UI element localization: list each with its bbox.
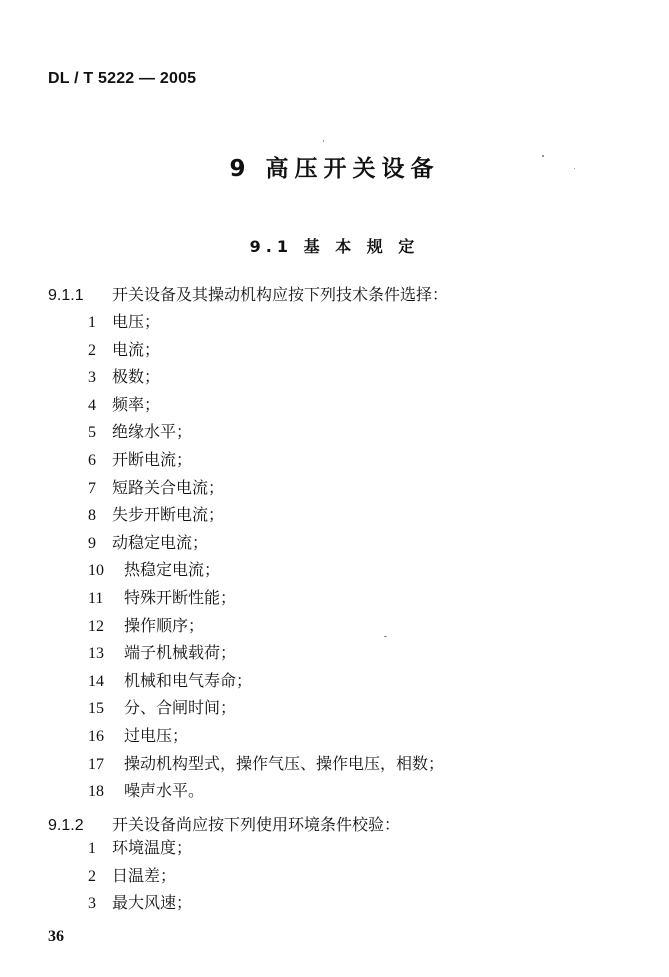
item-number: 5 bbox=[88, 424, 96, 442]
item-text: 特殊开断性能； bbox=[124, 587, 237, 607]
item-number: 12 bbox=[88, 617, 104, 635]
item-text: 最大风速； bbox=[112, 893, 193, 913]
list-item bbox=[88, 694, 444, 722]
item-text: 热稳定电流； bbox=[124, 560, 221, 580]
item-number: 1 bbox=[88, 314, 96, 331]
list-item bbox=[88, 667, 444, 695]
scan-speck bbox=[384, 636, 387, 637]
document-code: DL / T 5222 — 2005 bbox=[48, 70, 197, 87]
list-item bbox=[88, 308, 444, 336]
list-item bbox=[88, 639, 444, 667]
clause-9-1-2-list bbox=[88, 834, 192, 917]
item-text: 噪声水平。 bbox=[124, 781, 205, 801]
item-number: 16 bbox=[88, 727, 104, 745]
item-text: 机械和电气寿命； bbox=[124, 670, 253, 690]
list-item bbox=[88, 612, 444, 640]
clause-number: 9.1.2 bbox=[48, 817, 84, 834]
scan-speck bbox=[323, 140, 324, 142]
item-number: 3 bbox=[88, 369, 96, 387]
item-number: 18 bbox=[88, 783, 104, 801]
list-item bbox=[88, 529, 444, 557]
list-item bbox=[88, 722, 444, 750]
list-item bbox=[88, 363, 444, 391]
list-item bbox=[88, 834, 192, 862]
section-title: 9.1 基 本 规 定 bbox=[249, 237, 420, 256]
item-number: 1 bbox=[88, 840, 96, 857]
item-number: 9 bbox=[88, 534, 96, 552]
chapter-title: 9 高压开关设备 bbox=[229, 156, 440, 182]
item-number: 11 bbox=[88, 589, 104, 607]
list-item bbox=[88, 889, 192, 917]
scan-speck bbox=[542, 155, 544, 157]
item-text: 动稳定电流； bbox=[112, 532, 209, 552]
item-number: 4 bbox=[88, 396, 96, 414]
item-text: 短路关合电流； bbox=[112, 477, 225, 497]
clause-9-1-1 bbox=[48, 282, 448, 305]
page-number: 36 bbox=[48, 928, 64, 945]
list-item bbox=[88, 474, 444, 502]
item-number: 10 bbox=[88, 562, 104, 580]
item-number: 7 bbox=[88, 479, 96, 497]
item-number: 6 bbox=[88, 451, 96, 469]
item-text: 电压； bbox=[112, 312, 161, 331]
item-text: 电流； bbox=[112, 339, 161, 359]
list-item bbox=[88, 556, 444, 584]
item-text: 日温差； bbox=[112, 865, 177, 885]
list-item bbox=[88, 418, 444, 446]
item-number: 13 bbox=[88, 645, 104, 663]
list-item bbox=[88, 391, 444, 419]
list-item bbox=[88, 446, 444, 474]
list-item bbox=[88, 750, 444, 778]
item-text: 失步开断电流； bbox=[112, 505, 225, 525]
list-item bbox=[88, 336, 444, 364]
item-text: 频率； bbox=[112, 394, 161, 414]
scan-speck bbox=[574, 168, 575, 169]
item-text: 过电压； bbox=[124, 725, 189, 745]
clause-9-1-2 bbox=[48, 812, 400, 835]
item-number: 15 bbox=[88, 700, 104, 718]
clause-text: 开关设备及其操动机构应按下列技术条件选择： bbox=[112, 285, 449, 304]
list-item bbox=[88, 501, 444, 529]
clause-9-1-1-list bbox=[88, 308, 444, 805]
item-number: 17 bbox=[88, 755, 104, 773]
item-number: 2 bbox=[88, 867, 96, 885]
item-text: 端子机械载荷； bbox=[124, 643, 237, 663]
list-item bbox=[88, 584, 444, 612]
item-text: 绝缘水平； bbox=[112, 422, 193, 442]
item-number: 2 bbox=[88, 341, 96, 359]
item-number: 14 bbox=[88, 672, 104, 690]
item-text: 环境温度； bbox=[112, 838, 193, 857]
clause-text: 开关设备尚应按下列使用环境条件校验： bbox=[112, 815, 401, 834]
item-text: 极数； bbox=[112, 367, 161, 387]
list-item bbox=[88, 862, 192, 890]
item-text: 操作顺序； bbox=[124, 615, 205, 635]
item-number: 3 bbox=[88, 895, 96, 913]
clause-number: 9.1.1 bbox=[48, 287, 84, 304]
item-text: 操动机构型式，操作气压、操作电压，相数； bbox=[124, 753, 445, 773]
list-item bbox=[88, 777, 444, 805]
item-text: 分、合闸时间； bbox=[124, 698, 237, 718]
item-text: 开断电流； bbox=[112, 449, 193, 469]
item-number: 8 bbox=[88, 507, 96, 525]
